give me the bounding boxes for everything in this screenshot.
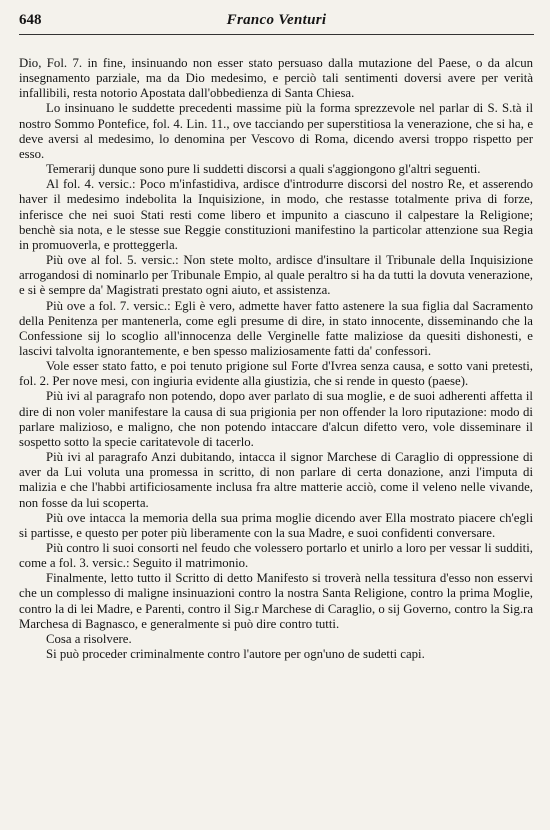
running-title: Franco Venturi	[226, 12, 327, 28]
paragraph: Più contro li suoi consorti nel feudo che volessero portarlo et unirlo a loro per vessar li sudditi, come a fol. 3. versic.: Seguito il matrimonio.	[19, 541, 533, 571]
paragraph: Finalmente, letto tutto il Scritto di detto Manifesto si troverà nella tessitura d'esso non esservi che un complesso di maligne insinuazioni contro la nostra Santa Religione, contro la prima Moglie, contro la di lei Madre, e Parenti, contro il Sig.r Marchese di Caraglio, o sij Governo, contro la Sig.ra Marchesa di Bagnasco, e generalmente si può dire contro tutti.	[19, 571, 533, 631]
page-header	[19, 10, 534, 35]
paragraph: Più ove al fol. 5. versic.: Non stete molto, ardisce d'insultare il Tribunale della Inquisizione arrogandosi di nominarlo per Tribunale Empio, al quale peraltro si ha da tutti la dovuta venerazione, e si è sempre da' Magistrati prestato ogni aiuto, et assistenza.	[19, 253, 533, 298]
paragraph: Si può proceder criminalmente contro l'autore per ogn'uno de sudetti capi.	[46, 647, 425, 662]
paragraph: Al fol. 4. versic.: Poco m'infastidiva, ardisce d'introdurre discorsi del nostro Re, et asserendo haver il medesimo indebolita la Inquisizione, in modo, che restasse totalmente priva di forze, inferisce che nei suoi Stati resti come libero et impunito a ciascuno il calpestare la Religione; benchè sia nota, e le stesse sue Reggie constituzioni manifestino la particolar attenzione sua Regia in promuoverla, e protteggerla.	[19, 177, 533, 252]
paragraph: Vole esser stato fatto, e poi tenuto prigione sul Forte d'Ivrea senza causa, e sotto vani pretesti, fol. 2. Per nove mesi, con ingiuria evidente alla giustizia, che si rende in questo (paese).	[19, 359, 533, 389]
paragraph: Più ove intacca la memoria della sua prima moglie dicendo aver Ella mostrato piacere ch'egli si partisse, e questo per poter più liberamente con la sua Madre, e suoi confidenti conversare.	[19, 510, 533, 540]
page-number: 648	[19, 12, 42, 28]
paragraph: Più ove a fol. 7. versic.: Egli è vero, admette haver fatto astenere la sua figlia dal Sacramento della Penitenza per mantenerla, come egli presume di dire, in stato innocente, disseminando che la Confessione sij lo scoglio all'innocenza delle Verginelle fatte maliziose da quesiti dishonesti, e lascivi talvolta ignorantemente, e ben spesso maliziosamente fatti da' confessori.	[19, 298, 533, 358]
paragraph: Più ivi al paragrafo Anzi dubitando, intacca il signor Marchese di Caraglio di oppressione di aver da Lui voluta una promessa in scritto, di non parlare di certa donazione, anzi l'imputa di malizia e che l'habbi artificiosamente inclusa fra altre matterie acciò, come il veleno nelle vivande, non fosse da lui scoperta.	[19, 450, 533, 510]
paragraph: Lo insinuano le suddette precedenti massime più la forma sprezzevole nel parlar di S. S.tà il nostro Sommo Pontefice, fol. 4. Lin. 11., ove tacciando per superstitiosa la venerazione, che si ha, e deve aversi al medesimo, lo denomina per Vescovo di Roma, dicendo aversi troppo rispetto per esso.	[19, 101, 533, 161]
paragraph: Più ivi al paragrafo non potendo, dopo aver parlato di sua moglie, e de suoi adherenti affetta il dire di non voler manifestare la causa di sua prigionia per non offender la loro riputazione: modo di parlare malizioso, e maligno, che non potendo intaccare d'alcun difetto vero, vole disseminare il sospetto sotto la specie caritatevole di tacerlo.	[19, 389, 533, 449]
paragraph: Cosa a risolvere.	[46, 631, 132, 646]
paragraph: Temerarij dunque sono pure li suddetti discorsi a quali s'aggiongono gl'altri seguenti.	[46, 162, 481, 177]
paragraph: Dio, Fol. 7. in fine, insinuando non esser stato persuaso dalla mutazione del Paese, o da alcun insegnamento parziale, ma da Dio medesimo, e perciò tali sentimenti doversi avere per verità infallibili, resta notorio Apostata dall'obbedienza di Santa Chiesa.	[19, 56, 533, 101]
page-body	[19, 56, 533, 662]
